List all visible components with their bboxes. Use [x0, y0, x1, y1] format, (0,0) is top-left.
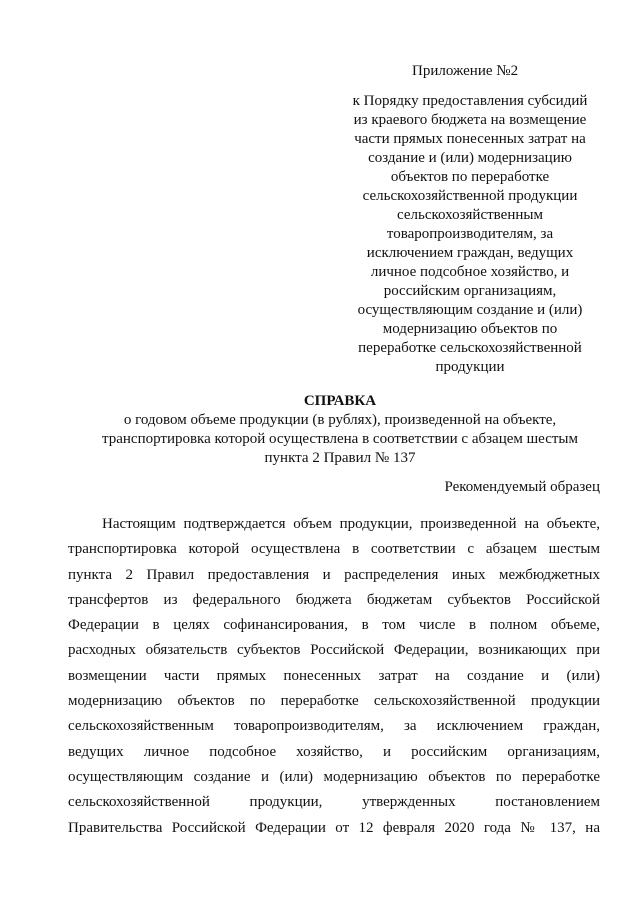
appendix-line: осуществляющим создание и (или) — [357, 302, 583, 318]
document-title-block — [60, 392, 620, 468]
body-line: Федерации в целях софинансирования, в том числе в полном объеме, — [68, 617, 600, 634]
appendix-line: личное подсобное хозяйство, и — [370, 264, 570, 280]
appendix-line: части прямых понесенных затрат на — [354, 131, 586, 147]
appendix-line: продукции — [435, 359, 505, 375]
appendix-line: объектов по переработке — [390, 169, 550, 185]
document-subtitle-line: о годовом объеме продукции (в рублях), произведенной на объекте, — [123, 412, 557, 428]
document-subtitle-line: пункта 2 Правил № 137 — [264, 450, 416, 466]
document-heading: СПРАВКА — [303, 393, 377, 409]
appendix-line: модернизацию объектов по — [382, 321, 558, 337]
appendix-line: из краевого бюджета на возмещение — [353, 112, 587, 128]
appendix-line: сельскохозяйственной продукции — [362, 188, 578, 204]
body-paragraph — [68, 512, 600, 841]
body-line: пункта 2 Правил предоставления и распределения иных межбюджетных — [68, 566, 600, 583]
body-line: осуществляющим создание и (или) модернизацию объектов по переработке — [68, 768, 600, 785]
document-subtitle-line: транспортировка которой осуществлена в соответствии с абзацем шестым — [101, 431, 578, 447]
appendix-line: сельскохозяйственным — [397, 207, 543, 223]
body-line: транспортировка которой осуществлена в соответствии с абзацем шестым — [68, 541, 600, 558]
body-line: расходных обязательств субъектов Российской Федерации, возникающих при — [68, 642, 600, 659]
appendix-title: Приложение №2 — [412, 63, 519, 79]
body-line: модернизацию объектов по переработке сельскохозяйственной продукции — [68, 693, 600, 710]
appendix-line: российским организациям, — [383, 283, 557, 299]
sample-label: Рекомендуемый образец — [444, 479, 600, 495]
body-line: ведущих личное подсобное хозяйство, и российским организациям, — [68, 743, 600, 760]
appendix-line: создание и (или) модернизацию — [368, 150, 572, 166]
appendix-line: к Порядку предоставления субсидий — [352, 93, 588, 109]
body-line: Настоящим подтверждается объем продукции, произведенной на объекте, — [102, 516, 600, 532]
appendix-description — [330, 92, 610, 377]
appendix-line: товаропроизводителям, за — [386, 226, 554, 242]
body-line: сельскохозяйственной продукции, утвержденных постановлением — [68, 794, 600, 811]
body-line: Правительства Российской Федерации от 12 февраля 2020 года № 137, на — [68, 819, 600, 836]
appendix-line: исключением граждан, ведущих — [366, 245, 574, 261]
appendix-line: переработке сельскохозяйственной — [358, 340, 582, 356]
body-line: возмещении части прямых понесенных затрат на создание и (или) — [68, 667, 600, 684]
body-line: трансфертов из федерального бюджета бюджетам субъектов Российской — [68, 591, 600, 608]
body-line: сельскохозяйственным товаропроизводителям, за исключением граждан, — [68, 718, 600, 735]
